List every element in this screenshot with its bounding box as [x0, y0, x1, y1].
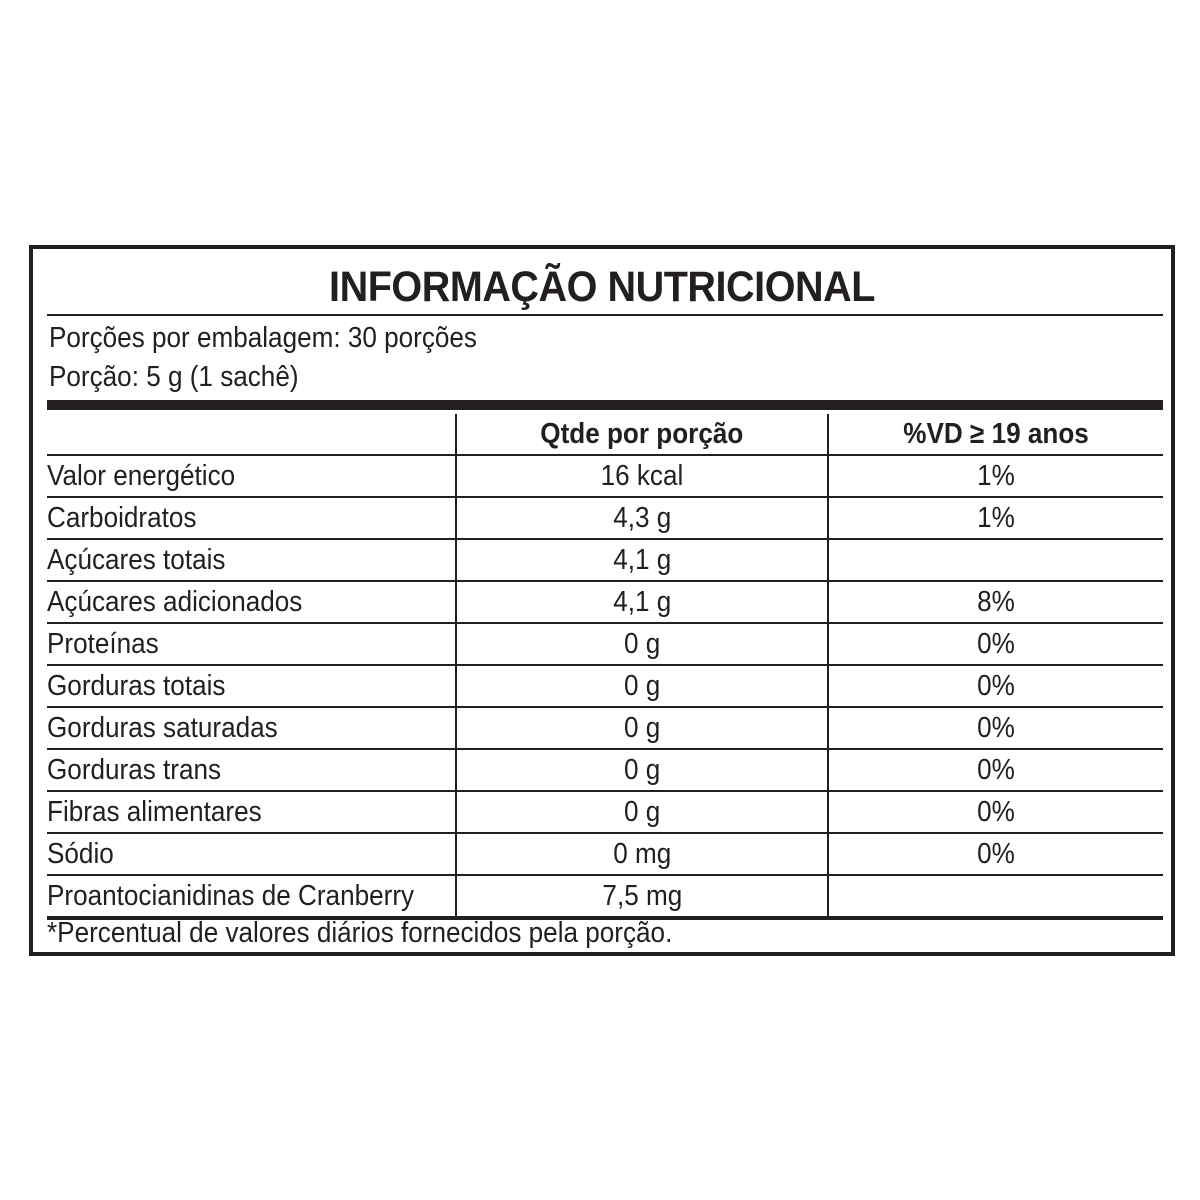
header-daily-value: %VD ≥ 19 anos — [828, 414, 1163, 455]
nutrient-daily-value: 0% — [828, 749, 1163, 791]
table-row — [47, 581, 1163, 623]
table-row — [47, 665, 1163, 707]
table-row — [47, 875, 1163, 918]
nutrient-name: Gorduras saturadas — [47, 707, 456, 749]
nutrient-quantity: 4,3 g — [456, 497, 828, 539]
nutrient-quantity: 7,5 mg — [456, 875, 828, 918]
footnote: *Percentual de valores diários fornecidos pela porção. — [47, 917, 673, 949]
nutrient-daily-value: 0% — [828, 665, 1163, 707]
nutrient-daily-value — [828, 875, 1163, 918]
nutrient-name: Gorduras trans — [47, 749, 456, 791]
header-nutrient — [47, 414, 456, 455]
nutrient-quantity: 0 g — [456, 749, 828, 791]
table-row — [47, 749, 1163, 791]
table-row — [47, 833, 1163, 875]
nutrient-quantity: 0 g — [456, 707, 828, 749]
servings-per-package: Porções por embalagem: 30 porções — [49, 322, 477, 354]
nutrient-name: Açúcares adicionados — [47, 581, 456, 623]
nutrient-daily-value: 1% — [828, 455, 1163, 497]
table-row — [47, 623, 1163, 665]
nutrition-table — [47, 414, 1163, 920]
nutrient-name: Açúcares totais — [47, 539, 456, 581]
nutrient-quantity: 0 mg — [456, 833, 828, 875]
nutrient-daily-value: 0% — [828, 707, 1163, 749]
nutrient-daily-value: 0% — [828, 623, 1163, 665]
title-divider — [47, 314, 1163, 316]
header-thick-divider — [47, 400, 1163, 410]
nutrient-daily-value: 1% — [828, 497, 1163, 539]
table-row — [47, 791, 1163, 833]
nutrient-name: Sódio — [47, 833, 456, 875]
nutrient-daily-value: 8% — [828, 581, 1163, 623]
label-title: INFORMAÇÃO NUTRICIONAL — [329, 263, 875, 311]
nutrient-name: Gorduras totais — [47, 665, 456, 707]
nutrient-name: Proantocianidinas de Cranberry — [47, 875, 456, 918]
nutrient-name: Carboidratos — [47, 497, 456, 539]
table-header-row — [47, 414, 1163, 455]
nutrient-quantity: 0 g — [456, 623, 828, 665]
nutrient-name: Fibras alimentares — [47, 791, 456, 833]
nutrient-daily-value: 0% — [828, 833, 1163, 875]
nutrient-quantity: 0 g — [456, 791, 828, 833]
serving-size: Porção: 5 g (1 sachê) — [49, 361, 299, 393]
nutrient-quantity: 0 g — [456, 665, 828, 707]
table-row — [47, 455, 1163, 497]
nutrient-name: Valor energético — [47, 455, 456, 497]
nutrient-daily-value: 0% — [828, 791, 1163, 833]
nutrient-quantity: 4,1 g — [456, 539, 828, 581]
nutrient-quantity: 16 kcal — [456, 455, 828, 497]
nutrient-name: Proteínas — [47, 623, 456, 665]
table-row — [47, 539, 1163, 581]
nutrient-quantity: 4,1 g — [456, 581, 828, 623]
nutrient-daily-value — [828, 539, 1163, 581]
table-row — [47, 707, 1163, 749]
header-quantity: Qtde por porção — [456, 414, 828, 455]
nutrition-facts-label — [29, 245, 1175, 956]
table-row — [47, 497, 1163, 539]
